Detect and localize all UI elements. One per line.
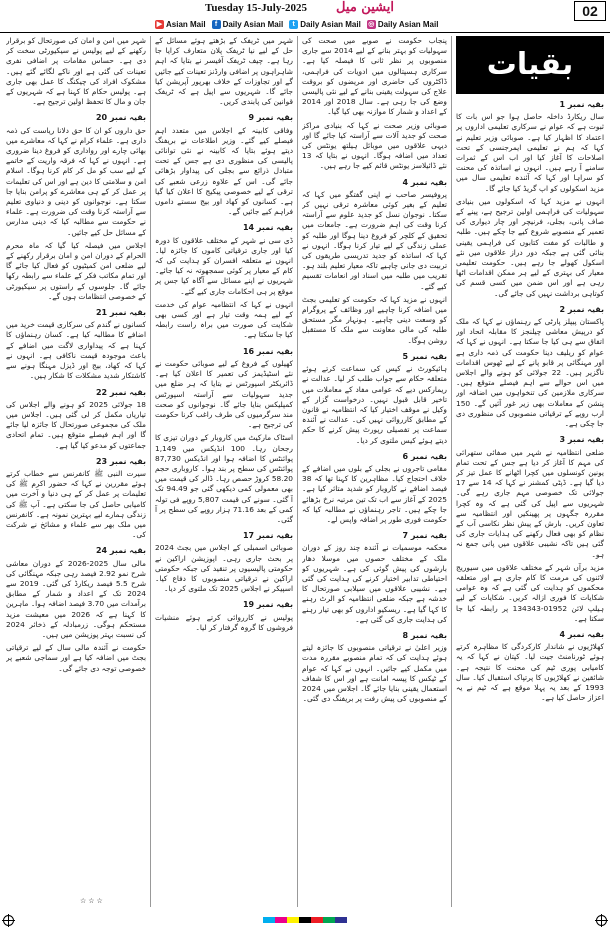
section-title: بقیات <box>456 36 604 94</box>
continuation-heading: بقیہ نمبر 1 <box>559 100 604 109</box>
social-label: Asian Mail <box>166 20 206 29</box>
article-paragraph: شہر میں امن و امان کی صورتحال کو برقرار رکھنے کے لیے پولیس نے سیکیورٹی سخت کر دی ہے۔ حساس مقامات پر اضافی نفری تعینات کی گئی ہے اور ناکے لگائے گئے ہیں۔ مشکوک افراد کی چیکنگ کا عمل بھی جاری ہے۔ پولیس حکام کا کہنا ہے کہ شہریوں کے جان و مال کا تحفظ اولین ترجیح ہے۔ <box>6 36 146 107</box>
continuation-heading: بقیہ نمبر 24 <box>95 546 146 556</box>
continuation-heading: بقیہ نمبر 16 <box>242 346 293 356</box>
masthead <box>0 0 610 32</box>
continuation-heading: بقیہ نمبر 4 <box>559 629 604 639</box>
article-paragraph: کھیلوں کے فروغ کے لیے صوبائی حکومت نے نئے اسٹیڈیمز کی تعمیر کا اعلان کیا ہے۔ ڈائریکٹر اسپورٹس نے بتایا کہ ہر ضلع میں جدید سہولیات سے آراستہ اسپورٹس کمپلیکس بنایا جائے گا۔ نوجوانوں کو صحت مند سرگرمیوں کی طرف راغب کرنا حکومت کی ترجیح ہے۔ <box>155 358 293 430</box>
continuation-heading: بقیہ نمبر 20 <box>95 113 146 123</box>
youtube-icon: ▶ <box>156 21 163 28</box>
registration-mark-icon <box>596 915 607 926</box>
article-paragraph: ڈی سی نے شہر کے مختلف علاقوں کا دورہ کیا اور جاری ترقیاتی کاموں کا جائزہ لیا۔ انہوں نے متعلقہ افسران کو ہدایت کی کہ کام کے معیار پر کوئی سمجھوتہ نہ کیا جائے۔ شہریوں نے اپنے مسائل سے آگاہ کیا جس پر موقع پر ہی احکامات جاری کیے گئے۔ <box>155 235 293 296</box>
article-paragraph: انہوں نے کہا کہ انتظامیہ عوام کی خدمت کے لیے ہمہ وقت تیار ہے اور کسی بھی شکایت کی صورت میں براہ راست رابطہ کیا جا سکتا ہے۔ <box>155 299 293 340</box>
article-paragraph: پنجاب حکومت نے صوبے میں صحت کی سہولیات کو بہتر بنانے کے لیے 2014 سے جاری منصوبوں پر نظر ثانی کا فیصلہ کیا ہے۔ سرکاری ہسپتالوں میں ادویات کی فراہمی، ڈاکٹروں کی حاضری اور مریضوں کو بروقت علاج کی سہولت یقینی بنانے کے لیے نئی پالیسی وضع کی جا رہی ہے۔ سال 2018 اور 2014 کے اعداد و شمار کا موازنہ بھی کیا گیا۔ <box>302 36 447 117</box>
article-paragraph: سیرت النبی ﷺ کانفرنس سے خطاب کرتے ہوئے مقررین نے کہا کہ حضور اکرم ﷺ کی تعلیمات پر عمل کر کے ہی دنیا و آخرت میں کامیابی حاصل کی جا سکتی ہے۔ آپ ﷺ کی زندگی ہمارے لیے بہترین نمونہ ہے۔ کانفرنس میں ملک بھر سے علماء و مشائخ نے شرکت کی۔ <box>6 468 146 540</box>
article-paragraph: ضلعی انتظامیہ نے شہر میں صفائی ستھرائی کی مہم کا آغاز کر دیا ہے جس کے تحت تمام یونین کونسلوں میں کچرا اٹھانے کا عمل تیز کر دیا گیا ہے۔ ڈپٹی کمشنر نے کہا کہ 14 سے 17 جولائی تک خصوصی مہم جاری رہے گی۔ شہریوں سے اپیل کی گئی ہے کہ وہ کچرا مقررہ جگہوں پر پھینکیں اور انتظامیہ سے تعاون کریں۔ بارش کے پیش نظر نکاسی آب کے نظام کو بھی فعال رکھنے کی ہدایات جاری کی گئی ہیں تاکہ نشیبی علاقوں میں پانی جمع نہ ہو۔ <box>456 447 604 559</box>
instagram-icon: ◎ <box>368 21 375 28</box>
article-paragraph: انہوں نے مزید کہا کہ اسکولوں میں بنیادی سہولیات کی فراہمی اولین ترجیح ہے، پینے کے صاف پانی، بجلی، فرنیچر اور چار دیواری کی تعمیر کے منصوبے شروع کیے جا چکے ہیں۔ طلبہ و طالبات کو مفت کتابوں کی فراہمی یقینی بنائی گئی ہے جبکہ دور دراز علاقوں میں نئے اسکول کھولے جا رہے ہیں۔ حکومت تعلیمی معیار کی بہتری کے لیے ہر ممکن اقدامات اٹھا رہی ہے اور اس ضمن میں کسی قسم کی کوتاہی برداشت نہیں کی جائے گی۔ <box>456 196 604 298</box>
article-paragraph: انہوں نے مزید کہا کہ حکومت کو تعلیمی بجٹ میں اضافہ کرنا چاہیے اور وظائف کے پروگرام کو وسعت دینی چاہیے۔ ہونہار مگر مستحق طلبہ کی مالی معاونت سے ملک کا مستقبل روشن ہوگا۔ <box>302 294 447 345</box>
issue-date: Tuesday 15-July-2025 <box>205 2 307 14</box>
column-2 <box>302 36 447 909</box>
social-instagram[interactable] <box>367 18 439 31</box>
article-paragraph: ہائیکورٹ نے کیس کی سماعت کرتے ہوئے متعلقہ حکام سے جواب طلب کر لیا۔ عدالت نے ریمارکس دیے کہ عوامی مفاد کے معاملات میں تاخیر قابل قبول نہیں۔ درخواست گزار کے وکیل نے موقف اختیار کیا کہ انتظامیہ نے قانون کے مطابق کارروائی نہیں کی۔ عدالت نے آئندہ سماعت پر تفصیلی رپورٹ پیش کرنے کا حکم دیتے ہوئے کیس ملتوی کر دیا۔ <box>302 364 447 445</box>
social-twitter[interactable] <box>289 18 361 31</box>
continuation-heading: بقیہ نمبر 19 <box>242 600 293 610</box>
article-paragraph: صوبائی اسمبلی کے اجلاس میں بجٹ 2024 پر بحث جاری رہی۔ اپوزیشن اراکین نے حکومتی پالیسیوں پر تنقید کی جبکہ حکومتی اراکین نے ترقیاتی منصوبوں کا دفاع کیا۔ اسپیکر نے اجلاس 2025 تک ملتوی کر دیا۔ <box>155 543 293 594</box>
color-swatch <box>323 917 335 923</box>
continuation-heading: بقیہ نمبر 22 <box>95 387 146 397</box>
column-divider <box>451 36 452 907</box>
continuation-heading: بقیہ نمبر 7 <box>402 531 447 541</box>
article-paragraph: وزیر اعلیٰ نے ترقیاتی منصوبوں کا جائزہ لیتے ہوئے ہدایت کی کہ تمام منصوبے مقررہ مدت میں مکمل کیے جائیں۔ انہوں نے کہا کہ عوام کے ٹیکس کا پیسہ امانت ہے اور اس کا شفاف استعمال یقینی بنایا جائے گا۔ اجلاس میں 2024 کے منصوبوں کی پیش رفت پر بریفنگ دی گئی۔ <box>302 643 447 704</box>
article-paragraph: سال ریکارڈ داخلہ حاصل ہوا جو اس بات کا ثبوت ہے کہ عوام نے سرکاری تعلیمی اداروں پر اعتماد کا اظہار کیا ہے۔ صوبائی وزیر تعلیم نے کہا کہ ہم نے تعلیمی ایمرجنسی کے تحت اصلاحات کا آغاز کیا اور اب اس کے ثمرات سامنے آ رہے ہیں۔ انہوں نے اساتذہ کی محنت کو سراہا اور کہا کہ آئندہ تعلیمی سال میں مزید اسکولوں کو اپ گریڈ کیا جائے گا۔ <box>456 112 604 193</box>
continuation-heading: بقیہ نمبر 5 <box>402 351 447 361</box>
article-paragraph: مالی سال 2025-2026 کے دوران معاشی شرح نمو 2.92 فیصد رہی جبکہ مہنگائی کی شرح 5.5 فیصد ریکارڈ کی گئی۔ 2019 سے 2024 تک کے اعداد و شمار کے مطابق برآمدات میں 3.70 فیصد اضافہ ہوا۔ ماہرین کا کہنا ہے کہ 2026 میں معیشت مزید مستحکم ہوگی۔ زرمبادلہ کے ذخائر 2024 کی نسبت بہتر پوزیشن میں ہیں۔ <box>6 558 146 639</box>
article-paragraph: حق داروں کو ان کا حق دلانا ریاست کی ذمہ داری ہے۔ علماء کرام نے کہا کہ معاشرے میں بھائی چارے اور رواداری کو فروغ دینا ضروری ہے۔ انہوں نے کہا کہ فرقہ واریت کے خاتمے کے لیے سب کو مل کر کام کرنا ہوگا۔ اسلام امن و سلامتی کا دین ہے اور اس کی تعلیمات پر عمل کر کے ہی معاشرے کو پرامن بنایا جا سکتا ہے۔ نوجوانوں کو دینی و دنیاوی تعلیم سے آراستہ کرنا وقت کی ضرورت ہے۔ علماء نے حکومت سے مطالبہ کیا کہ دینی مدارس کے مسائل حل کیے جائیں۔ <box>6 125 146 237</box>
article-paragraph: 18 جولائی 2025 کو ہونے والے اجلاس کی تیاریاں مکمل کر لی گئی ہیں۔ اجلاس میں ملک کی مجموعی صورتحال کا جائزہ لیا جائے گا اور اہم فیصلے متوقع ہیں۔ تمام اتحادی جماعتوں کو مدعو کیا گیا ہے۔ <box>6 399 146 450</box>
continuation-heading: بقیہ نمبر 14 <box>242 223 293 233</box>
article-paragraph: پاکستان پیپلز پارٹی کے رہنماؤں نے کہا کہ ملک کو درپیش معاشی چیلنجز کا مقابلہ اتحاد اور اتفاق سے ہی کیا جا سکتا ہے۔ انہوں نے کہا کہ عوام کو ریلیف دینا حکومت کی ذمہ داری ہے اور مہنگائی پر قابو پانے کے لیے ٹھوس اقدامات ناگزیر ہیں۔ 22 جولائی کو ہونے والے اجلاس میں اس حوالے سے اہم فیصلے متوقع ہیں۔ سرکاری ملازمین کی تنخواہوں میں اضافہ اور پنشن کے معاملات بھی زیر غور آئیں گے۔ 150 ارب روپے کے ترقیاتی منصوبوں کی منظوری دی جا چکی ہے۔ <box>456 317 604 429</box>
column-4 <box>6 36 146 909</box>
continuation-heading: بقیہ نمبر 4 <box>402 177 447 187</box>
color-swatch <box>275 917 287 923</box>
continuation-heading: بقیہ نمبر 23 <box>95 456 146 466</box>
article-paragraph: پولیس نے کارروائی کرتے ہوئے منشیات فروشوں کا گروہ گرفتار کر لیا۔ <box>155 612 293 632</box>
continuation-heading: بقیہ نمبر 9 <box>248 113 293 123</box>
article-paragraph: کھلاڑیوں نے شاندار کارکردگی کا مظاہرہ کرتے ہوئے ٹورنامنٹ جیت لیا۔ کپتان نے کہا کہ یہ کامیابی پوری ٹیم کی محنت کا نتیجہ ہے۔ شائقین نے کھلاڑیوں کا پرتپاک استقبال کیا۔ سال 1993 کے بعد یہ پہلا موقع ہے کہ ٹیم نے یہ اعزاز حاصل کیا ہے۔ <box>456 642 604 703</box>
continuation-heading: بقیہ نمبر 3 <box>559 435 604 445</box>
article-paragraph: صوبائی وزیر صحت نے کہا کہ بنیادی مراکز صحت کو جدید آلات سے آراستہ کیا جائے گا اور دیہی علاقوں میں موبائل ہیلتھ یونٹس کی تعداد میں اضافہ ہوگا۔ انہوں نے بتایا کہ 13 نئے ڈائیلاسز یونٹس قائم کیے جا رہے ہیں۔ <box>302 120 447 171</box>
article-paragraph: شہر میں ٹریفک کے بڑھتے ہوئے مسائل کے حل کے لیے نیا ٹریفک پلان متعارف کرایا جا رہا ہے۔ چیف ٹریفک آفیسر نے بتایا کہ اہم شاہراہوں پر اضافی وارڈنز تعینات کیے جائیں گے اور تجاوزات کے خلاف بھرپور آپریشن کیا جائے گا۔ شہریوں سے اپیل ہے کہ ٹریفک قوانین کی پابندی کریں۔ <box>155 36 293 107</box>
article-paragraph: اجلاس میں فیصلہ کیا گیا کہ ماہ محرم الحرام کے دوران امن و امان برقرار رکھنے کے لیے ضلعی امن کمیٹیوں کو فعال کیا جائے گا اور تمام مکاتب فکر کے علماء سے رابطہ رکھا جائے گا۔ جلوسوں کے راستوں پر سیکیورٹی کے خصوصی انتظامات ہوں گے۔ <box>6 240 146 301</box>
end-stars: ☆☆☆ <box>80 897 105 905</box>
social-label: Daily Asian Mail <box>222 20 284 29</box>
continuation-heading: بقیہ نمبر 17 <box>242 531 293 541</box>
article-paragraph: پروفیسر صاحب نے اپنی گفتگو میں کہا کہ تعلیم کے بغیر کوئی معاشرہ ترقی نہیں کر سکتا۔ نوجوان نسل کو جدید علوم سے آراستہ کرنا وقت کی اہم ضرورت ہے۔ جامعات میں تحقیق کے کلچر کو فروغ دینا ہوگا اور طلبہ کو عملی زندگی کے لیے تیار کرنا ہوگا۔ انہوں نے کہا کہ اساتذہ کو جدید تدریسی طریقوں کی تربیت دی جانی چاہیے تاکہ معیار تعلیم بلند ہو۔ تقریب میں طلبہ میں اسناد اور انعامات تقسیم کیے گئے۔ <box>302 189 447 291</box>
page-number: 02 <box>574 1 606 21</box>
facebook-icon: f <box>212 20 221 29</box>
article-paragraph: مقامی تاجروں نے بجلی کے بلوں میں اضافے کے خلاف احتجاج کیا۔ مظاہرین کا کہنا تھا کہ 38 فیصد اضافے نے کاروبار کو شدید متاثر کیا ہے۔ 2025 کے آغاز سے اب تک تین مرتبہ نرخ بڑھائے جا چکے ہیں۔ تاجر رہنماؤں نے مطالبہ کیا کہ حکومت فوری طور پر اضافہ واپس لے۔ <box>302 463 447 524</box>
continuation-heading: بقیہ نمبر 21 <box>95 308 146 318</box>
social-links <box>155 18 438 31</box>
print-marks <box>0 913 610 927</box>
color-swatch <box>299 917 311 923</box>
social-facebook[interactable] <box>212 18 284 31</box>
social-youtube[interactable] <box>155 18 206 31</box>
column-1 <box>456 36 604 909</box>
column-3 <box>155 36 293 909</box>
article-paragraph: محکمہ موسمیات نے آئندہ چند روز کے دوران ملک کے مختلف حصوں میں موسلا دھار بارشوں کی پیش گوئی کی ہے۔ شہریوں کو احتیاطی تدابیر اختیار کرنے کی ہدایت کی گئی ہے۔ نشیبی علاقوں میں سیلابی صورتحال کا خدشہ ہے جبکہ ضلعی انتظامیہ کو الرٹ رہنے کا کہا گیا ہے۔ ریسکیو اداروں کو بھی تیار رہنے کی ہدایت جاری کی گئی ہے۔ <box>302 543 447 624</box>
twitter-icon: t <box>289 20 298 29</box>
color-swatch <box>263 917 275 923</box>
column-divider <box>297 36 298 907</box>
article-paragraph: مزید برآں شہر کے مختلف علاقوں میں سیوریج لائنوں کی مرمت کا کام جاری ہے اور متعلقہ محکموں کو ہدایت کی گئی ہے کہ وہ عوامی شکایات کا فوری ازالہ کریں۔ شکایات کے لیے ہیلپ لائن 01952-134343 پر رابطہ کیا جا سکتا ہے۔ <box>456 562 604 623</box>
article-paragraph: حکومت نے آئندہ مالی سال کے لیے ترقیاتی بجٹ میں اضافہ کیا ہے اور سماجی شعبے پر خصوصی توجہ دی جائے گی۔ <box>6 643 146 673</box>
column-divider <box>150 36 151 907</box>
article-paragraph: اسٹاک مارکیٹ میں کاروبار کے دوران تیزی کا رجحان رہا۔ 100 انڈیکس میں 1,149 پوائنٹس کا اضافہ ہوا اور انڈیکس 87,730 پوائنٹس کی سطح پر بند ہوا۔ کاروباری حجم 58.20 کروڑ حصص رہا۔ ڈالر کی قیمت میں بھی معمولی کمی دیکھی گئی جو 94.49 تک آ گئی۔ سونے کی قیمت 5,807 روپے فی تولہ کمی کے بعد 71.16 ہزار روپے کی سطح پر آ گئی۔ <box>155 433 293 524</box>
registration-mark-icon <box>3 915 14 926</box>
social-label: Daily Asian Mail <box>300 20 361 29</box>
color-swatch <box>311 917 323 923</box>
color-swatches <box>263 917 347 923</box>
article-paragraph: وفاقی کابینہ کے اجلاس میں متعدد اہم فیصلے کیے گئے۔ وزیر اطلاعات نے بریفنگ دیتے ہوئے بتایا کہ کابینہ نے نئی توانائی پالیسی کی منظوری دی ہے جس کے تحت متبادل ذرائع سے بجلی کی پیداوار بڑھائی جائے گی۔ اس کے علاوہ زرعی شعبے کی ترقی کے لیے خصوصی پیکیج کا اعلان کیا گیا ہے۔ کسانوں کو کھاد اور بیج سستے داموں فراہم کیے جائیں گے۔ <box>155 125 293 217</box>
continuation-heading: بقیہ نمبر 6 <box>402 451 447 461</box>
continuation-heading: بقیہ نمبر 2 <box>559 304 604 314</box>
color-swatch <box>335 917 347 923</box>
masthead-divider <box>0 32 610 33</box>
continuation-heading: بقیہ نمبر 8 <box>402 630 447 640</box>
article-paragraph: کسانوں نے گندم کی سرکاری قیمت خرید میں اضافے کا مطالبہ کیا ہے۔ کسان رہنماؤں کا کہنا ہے کہ پیداواری لاگت میں اضافے کے باعث موجودہ قیمت ناکافی ہے۔ انہوں نے کہا کہ کھاد، بیج اور ڈیزل مہنگا ہونے سے کاشتکار شدید مشکلات کا شکار ہیں۔ <box>6 320 146 381</box>
social-label: Daily Asian Mail <box>377 20 439 29</box>
color-swatch <box>287 917 299 923</box>
newspaper-logo: ایشین میل <box>336 0 394 15</box>
